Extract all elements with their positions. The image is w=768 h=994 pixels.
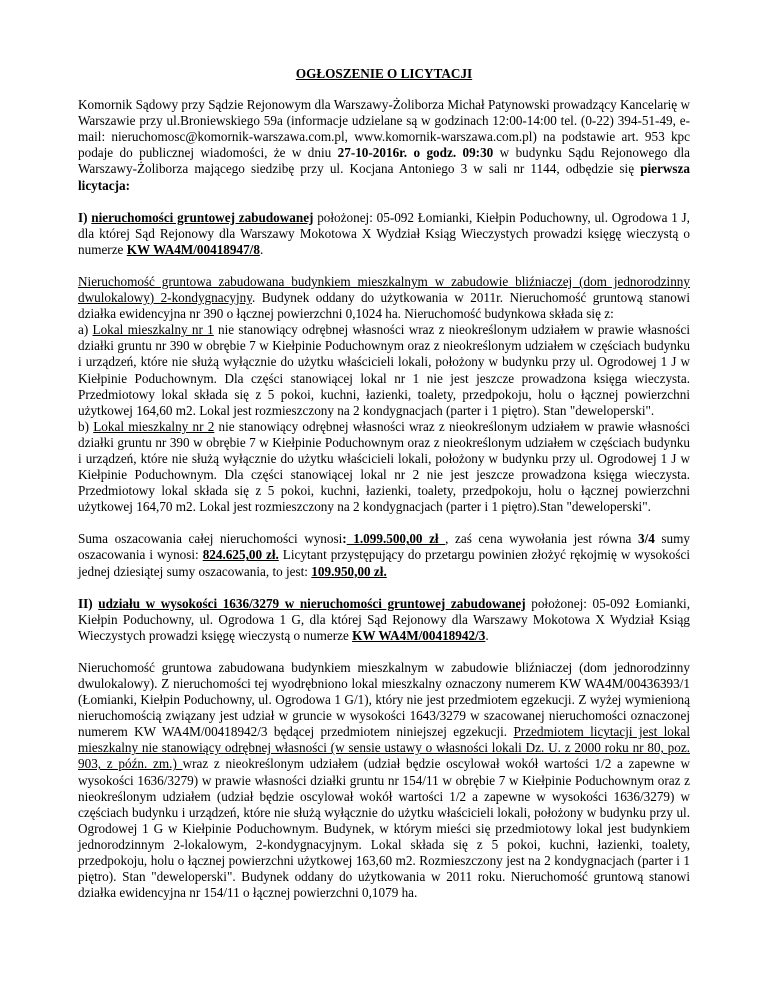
section-1-valuation: Suma oszacowania całej nieruchomości wynosi: 1.099.500,00 zł , zaś cena wywołania jest równa 3/4 sumy oszacowania i wynosi: 824.625,00 zł. Licytant przystępujący do przetargu powinien złożyć rękojmię w wysokości jednej dziesiątej sumy oszacowania, to jest: 109.950,00 zł. <box>78 531 690 579</box>
section-2-kw-number: KW WA4M/00418942/3 <box>352 627 486 643</box>
valuation-amount: 1.099.500,00 zł <box>346 531 446 547</box>
intro-paragraph: Komornik Sądowy przy Sądzie Rejonowym dla Warszawy-Żoliborza Michał Patynowski prowadzący Kancelarię w Warszawie przy ul.Broniewskiego 59a (informacje udzielane są w godzinach 12:00-14:00 tel. (0-22) 394-51-49, e-mail: nieruchomosc@komornik-warszawa.com.pl, www.komornik-warszawa.com.pl) na podstawie art. 953 kpc podaje do publicznej wiadomości, że w dniu 27-10-2016r. o godz. 09:30 w budynku Sądu Rejonowego dla Warszawy-Żoliborza mającego siedzibę przy ul. Kocjana Antoniego 3 w sali nr 1144, odbędzie się pierwsza licytacja: <box>78 97 691 193</box>
section-2-heading: II) udziału w wysokości 1636/3279 w nieruchomości gruntowej zabudowanej położonej: 05-092 Łomianki, Kiełpin Poduchowny, ul. Ogrodowa 1 G, dla której Sąd Rejonowy dla Warszawy Mokotowa X Wydział Ksiąg Wieczystych prowadzi księgę wieczystą o numerze KW WA4M/00418942/3. <box>78 595 691 643</box>
section-1-subject: nieruchomości gruntowej zabudowanej <box>91 209 314 225</box>
section-2-subject: udziału w wysokości 1636/3279 w nieruchomości gruntowej zabudowanej <box>98 595 526 611</box>
section-2-description: Nieruchomość gruntowa zabudowana budynkiem mieszkalnym w zabudowie bliźniaczej (dom jednorodzinny dwulokalowy). Z nieruchomości tej wyodrębniono lokal mieszkalny oznaczony numerem KW WA4M/00436393/1 (Łomianki, Kiełpin Poduchowny, ul. Ogrodowa 1 G/1), który nie jest przedmiotem egzekucji. Z wyżej wymienioną nieruchomością związany jest udział w gruncie w wysokości 1643/3279 w szacowanej nieruchomości oznaczonej numerem KW WA4M/00418942/3 będącej przedmiotem niniejszej egzekucji. Przedmiotem licytacji jest lokal mieszkalny nie stanowiący odrębnej własności (w sensie ustawy o własności lokali Dz. U. z 2000 roku nr 80, poz. 903, z późn. zm.) wraz z nieokreślonym udziałem (udział będzie oscylował wokół wartości 1/2 a zapewne w wysokości 1636/3279) w prawie własności działki gruntu nr 154/11 w obrębie 7 w Kiełpinie Poduchownym oraz z nieokreślonym udziałem (udział będzie oscylował wokół wartości 1/2 a zapewne w wysokości 1636/3279) w częściach budynku i urządzeń, które nie służą wyłącznie do użytku właścicieli lokali, położony w budynku przy ul. Ogrodowej 1 G w Kiełpinie Poduchownym. Budynek, w którym mieści się przedmiotowy lokal jest budynkiem jednorodzinnym 2-lokalowym, 2-kondygnacyjnym. Lokal składa się z 5 pokoi, kuchni, łazienki, toalety, przedpokoju, holu o łącznej powierzchni użytkowej 163,60 m2. Rozmieszczony jest na 2 kondygnacjach (parter i 1 piętro). Stan "deweloperski". Budynek oddany do użytkowania w 2011 roku. Nieruchomość gruntową stanowi działka ewidencyjna nr 154/11 o łącznej powierzchni 0,1079 ha. <box>78 659 690 901</box>
unit-2-item: b) Lokal mieszkalny nr 2 nie stanowiący odrębnej własności wraz z nieokreślonym udziałem w prawie własności działki gruntu nr 390 w obrębie 7 w Kiełpinie Poduchownym oraz z nieokreślonym udziałem w częściach budynku i urządzeń, które nie służą wyłącznie do użytku właścicieli lokali, położony w budynku przy ul. Ogrodowej 1 J w Kiełpinie Poduchownym. Dla części stanowiącej lokal nr 2 nie jest jeszcze prowadzona księga wieczysta. Przedmiotowy lokal składa się z 5 pokoi, kuchni, łazienki, toalety, przedpokoju, holu o łącznej powierzchni użytkowej 164,70 m2. Lokal jest rozmieszczony na 2 kondygnacjach (parter i 1 piętro).Stan "deweloperski". <box>78 418 690 515</box>
section-1-heading: I) nieruchomości gruntowej zabudowanej położonej: 05-092 Łomianki, Kiełpin Poduchowny, ul. Ogrodowa 1 J, dla której Sąd Rejonowy dla Warszawy Mokotowa X Wydział Ksiąg Wieczystych prowadzi księgę wieczystą o numerze KW WA4M/00418947/8. <box>78 209 690 257</box>
unit-2-title: Lokal mieszkalny nr 2 <box>93 418 215 434</box>
deposit-amount: 109.950,00 zł. <box>311 563 387 579</box>
section-1-kw-number: KW WA4M/00418947/8 <box>126 241 260 257</box>
unit-1-title: Lokal mieszkalny nr 1 <box>92 322 214 338</box>
section-1-description: Nieruchomość gruntowa zabudowana budynkiem mieszkalnym w zabudowie bliźniaczej (dom jednorodzinny dwulokalowy) 2-kondygnacyjny. Budynek oddany do użytkowania w 2011r. Nieruchomość gruntową stanowi działka ewidencyjna nr 390 o łącznej powierzchni 0,1024 ha. Nieruchomość budynkowa składa się z: a) Lokal mieszkalny nr 1 nie stanowiący odrębnej własności wraz z nieokreślonym udziałem w prawie własności działki gruntu nr 390 w obrębie 7 w Kiełpinie Poduchownym oraz z nieokreślonym udziałem w częściach budynku i urządzeń, które nie służą wyłącznie do użytku właścicieli lokali, położony w budynku przy ul. Ogrodowej 1 J w Kiełpinie Poduchownym. Dla części stanowiącej lokal nr 1 nie jest jeszcze prowadzona księga wieczysta. Przedmiotowy lokal składa się z 5 pokoi, kuchni, łazienki, toalety, przedpokoju, holu o łącznej powierzchni użytkowej 164,60 m2. Lokal jest rozmieszczony na 2 kondygnacjach (parter i 1 piętro). Stan "deweloperski". b) Lokal mieszkalny nr 2 nie stanowiący odrębnej własności wraz z nieokreślonym udziałem w prawie własności działki gruntu nr 390 w obrębie 7 w Kiełpinie Poduchownym oraz z nieokreślonym udziałem w częściach budynku i urządzeń, które nie służą wyłącznie do użytku właścicieli lokali, położony w budynku przy ul. Ogrodowej 1 J w Kiełpinie Poduchownym. Dla części stanowiącej lokal nr 2 nie jest jeszcze prowadzona księga wieczysta. Przedmiotowy lokal składa się z 5 pokoi, kuchni, łazienki, toalety, przedpokoju, holu o łącznej powierzchni użytkowej 164,70 m2. Lokal jest rozmieszczony na 2 kondygnacjach (parter i 1 piętro).Stan "deweloperski". <box>78 273 690 515</box>
page-title: OGŁOSZENIE O LICYTACJI <box>295 66 473 81</box>
starting-price-amount: 824.625,00 zł. <box>202 547 279 563</box>
starting-price-fraction: 3/4 <box>637 531 655 547</box>
auction-date: 27-10-2016r. o godz. 09:30 <box>337 145 494 161</box>
auction-subject-note: Przedmiotem licytacji jest lokal mieszkalny nie stanowiący odrębnej własności (w sensie ustawy o własności lokali Dz. U. z 2000 roku nr 80, poz. 903, z późn. zm.) <box>78 724 690 772</box>
auction-type: pierwsza licytacja: <box>78 161 690 193</box>
unit-1-item: a) Lokal mieszkalny nr 1 nie stanowiący odrębnej własności wraz z nieokreślonym udziałem w prawie własności działki gruntu nr 390 w obrębie 7 w Kiełpinie Poduchownym oraz z nieokreślonym udziałem w częściach budynku i urządzeń, które nie służą wyłącznie do użytku właścicieli lokali, położony w budynku przy ul. Ogrodowej 1 J w Kiełpinie Poduchownym. Dla części stanowiącej lokal nr 1 nie jest jeszcze prowadzona księga wieczysta. Przedmiotowy lokal składa się z 5 pokoi, kuchni, łazienki, toalety, przedpokoju, holu o łącznej powierzchni użytkowej 164,60 m2. Lokal jest rozmieszczony na 2 kondygnacjach (parter i 1 piętro). Stan "deweloperski". <box>78 322 690 418</box>
